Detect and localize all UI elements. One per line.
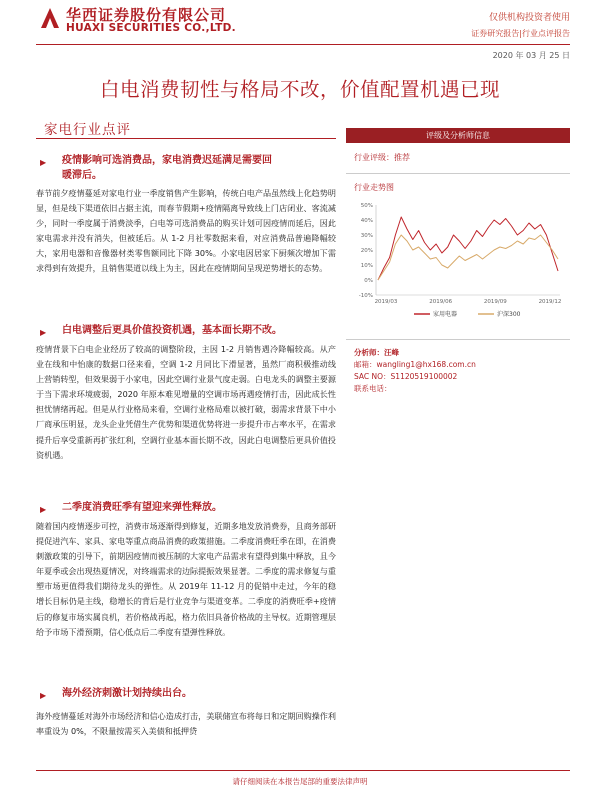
section-heading: ▶ 二季度消费旺季有望迎来弹性释放。 <box>36 500 336 515</box>
section-paragraph: 春节前夕疫情蔓延对家电行业一季度销售产生影响，传统白电产品虽然线上化趋势明显，但是线下渠道依旧占据主流，而春节假期+疫情隔离导致线上门店闭业、客流减少，同时一季度属于消费淡季，白电等可选消费品的购买计划可因疫情而延后，因此家电需求并没有消失，但被延后。从 1-2 月社零数据来看，对应消费品普遍降幅较大，家用电器和音像器材类零售额同比下降 30%。小家电因居家下厨频次增加下需求得到有效提升，且销售渠道以线上为主，因此在疫情期间呈现逆势增长的态势。 <box>36 188 336 274</box>
y-tick-label: 20% <box>360 248 373 254</box>
section-2 <box>36 323 336 463</box>
analyst-info <box>346 347 570 395</box>
y-tick-label: 50% <box>360 203 373 209</box>
y-tick-label: 30% <box>360 233 373 239</box>
bullet-triangle-icon: ▶ <box>40 158 47 167</box>
section-3 <box>36 500 336 640</box>
y-tick-label: 0% <box>364 278 373 284</box>
legend-label-csi300: 沪深300 <box>497 311 521 318</box>
huaxi-logo-icon <box>38 6 62 30</box>
company-name-en: HUAXI SECURITIES CO.,LTD. <box>66 22 236 34</box>
industry-trend-chart <box>346 197 570 327</box>
trend-chart-title: 行业走势图 <box>354 183 394 192</box>
report-date: 2020 年 03 月 25 日 <box>492 51 570 60</box>
sidebar-divider <box>346 339 570 340</box>
report-subtitle: 家电行业点评 <box>44 122 131 138</box>
sidebar-divider <box>346 173 570 174</box>
series-line-home-appliances <box>378 217 558 280</box>
audience-tagline: 仅供机构投资者使用 <box>488 13 570 23</box>
footer-divider <box>36 770 570 771</box>
y-tick-label: -10% <box>358 293 373 299</box>
section-paragraph: 海外疫情蔓延对海外市场经济和信心造成打击，美联储宣布将每日和定期回购操作利率重设为 0%，不限量按需买入美债和抵押贷 <box>36 711 336 737</box>
legend-label-home-appliances: 家用电器 <box>433 311 458 318</box>
sidebar-header: 评级及分析师信息 <box>346 128 570 143</box>
industry-rating: 行业评级：推荐 <box>354 153 410 162</box>
sidebar <box>346 128 570 395</box>
section-heading: ▶ 疫情影响可选消费品，家电消费迟延满足需要回 暖滞后。 <box>40 155 272 181</box>
analyst-name: 分析师：汪峰 <box>354 348 399 357</box>
section-1 <box>36 153 336 277</box>
company-name-cn: 华西证券股份有限公司 <box>66 6 227 24</box>
analyst-sac: SAC NO：S1120519100002 <box>354 372 458 381</box>
y-tick-label: 40% <box>360 218 373 224</box>
section-heading: ▶ 海外经济刺激计划持续出台。 <box>36 686 336 701</box>
y-tick-label: 10% <box>360 263 373 269</box>
x-tick-label: 2019/03 <box>374 299 398 305</box>
x-tick-label: 2019/09 <box>483 299 507 305</box>
section-paragraph: 疫情背景下白电企业经历了较高的调整阶段，主因 1-2 月销售遇冷降幅较高。从产业在线和中怡康的数据口径来看，空调 1-2 月同比下滑显著，虽然厂商积极推动线上营销转型，但效果弱于小家电，因此空调行业景气度走弱。白电龙头的调整主要源于当下需求环境疲弱，2020 年原本难见增量的空调市场再遇疫情打击，因此成长性担忧情绪再起。但是从行业格局来看，空调行业格局难以被打破，弱需求背景下中小厂商承压明显，龙头企业凭借生产优势和渠道优势将进一步提升市占率水平，在需求提升后享受重新再扩张红利，空调行业基本面长期不改，因此白电调整后更具价值投资机遇。 <box>36 344 336 460</box>
series-line-csi300 <box>378 235 558 280</box>
subtitle-divider <box>36 138 336 139</box>
x-tick-label: 2019/12 <box>538 299 562 305</box>
bullet-triangle-icon: ▶ <box>40 328 47 337</box>
header-divider <box>36 44 570 45</box>
x-tick-label: 2019/06 <box>429 299 453 305</box>
chart-legend <box>414 310 521 318</box>
section-4 <box>36 686 336 739</box>
legal-notice: 请仔细阅读在本报告尾部的重要法律声明 <box>232 777 368 786</box>
section-paragraph: 随着国内疫情逐步可控，消费市场逐渐得到修复，近期多地发放消费券，且商务部研提促进汽车、家具、家电等重点商品消费的政策措施。二季度消费旺季在即，在消费刺激政策的引导下，前期因疫情而被压制的大家电产品需求有望得到集中释放，且今年夏季或会出现热夏情况，对终端需求的边际提振效果显著。二季度的需求修复与重塑市场更值得我们期待龙头的弹性。从 2019年 11-12 月的促销中走过，今年的稳增长目标仍是主线，稳增长的背后是行业竞争与渠道变革。二季度的消费旺季+疫情后的修复市场实属良机，若价格战再起，格力依旧具备价格战的主导权。近期管理层给予市场下滑预期，信心低点后二季度有望弹性释放。 <box>36 521 336 637</box>
analyst-email: 邮箱：wangling1@hx168.com.cn <box>354 360 476 369</box>
report-category: 证券研究报告|行业点评报告 <box>471 29 570 38</box>
analyst-phone: 联系电话： <box>354 384 392 393</box>
section-heading: ▶ 白电调整后更具价值投资机遇，基本面长期不改。 <box>36 323 336 338</box>
report-title: 白电消费韧性与格局不改，价值配置机遇已现 <box>99 78 500 101</box>
bullet-triangle-icon: ▶ <box>40 505 47 514</box>
bullet-triangle-icon: ▶ <box>40 691 47 700</box>
